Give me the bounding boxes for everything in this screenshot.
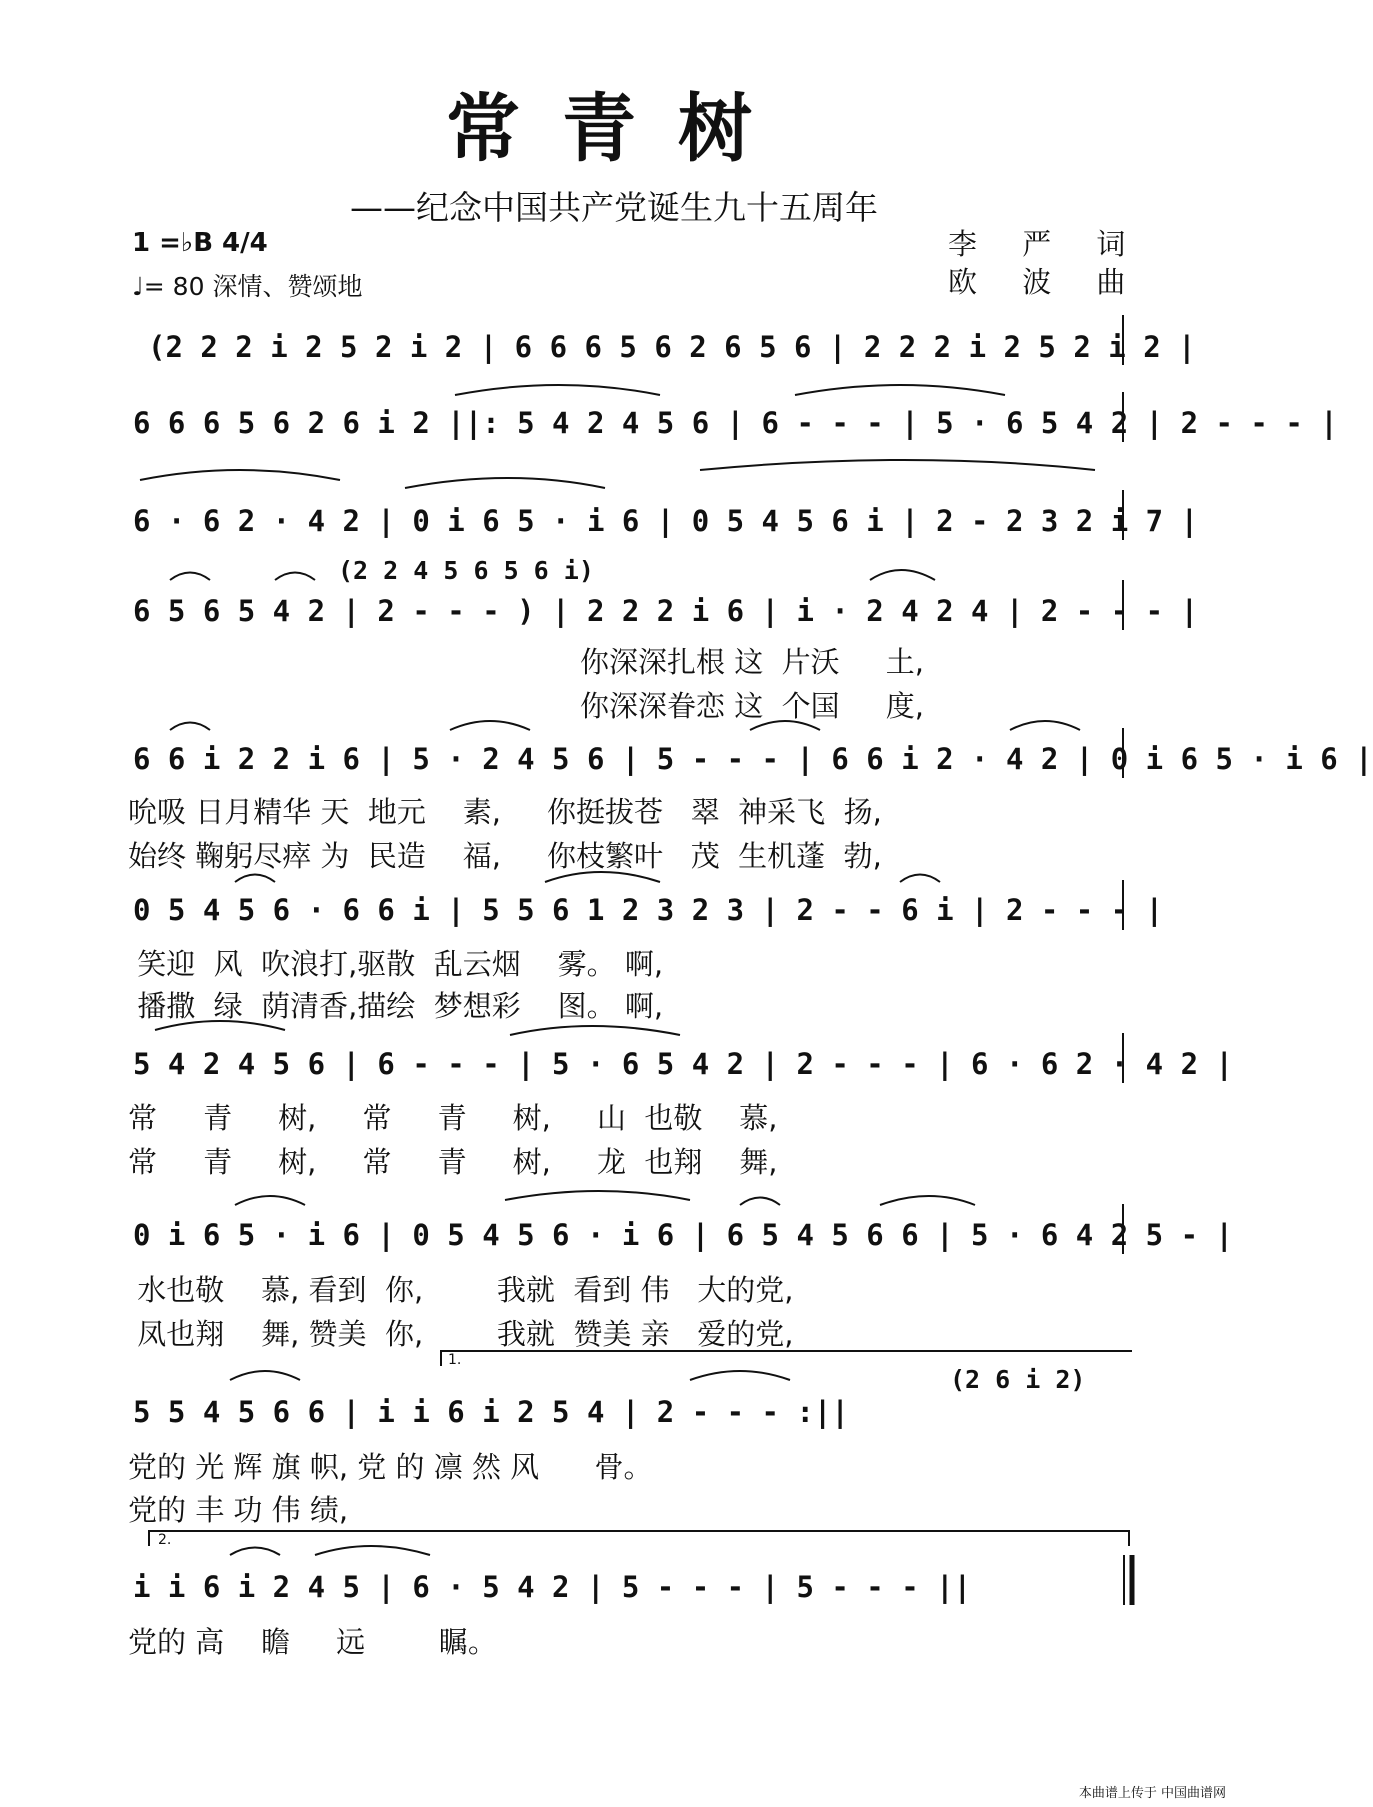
notation-line: 5 4 2 4 5 6 | 6 - - - | 5 · 6 5 4 2 | 2 - - - | 6 · 6 2 · 4 2 |	[133, 1047, 1233, 1081]
lyric-line-verse1: 党的 光 辉 旗 帜, 党 的 凛 然 风 骨。	[128, 1450, 653, 1484]
lyric-line-verse2: 你深深眷恋 这 个国 度,	[580, 689, 924, 723]
lyric-line-verse1: 你深深扎根 这 片沃 土,	[580, 645, 924, 679]
notation-line: 6 6 6 5 6 2 6 i 2 ||: 5 4 2 4 5 6 | 6 - - - | 5 · 6 5 4 2 | 2 - - - |	[133, 406, 1338, 440]
composer-credit: 欧 波 曲	[948, 265, 1144, 299]
song-title: 常青树	[446, 86, 794, 172]
volta-label-2: 2.	[158, 1532, 172, 1548]
volta-label-1: 1.	[448, 1352, 462, 1368]
lyric-line-verse2: 始终 鞠躬尽瘁 为 民造 福, 你枝繁叶 茂 生机蓬 勃,	[128, 839, 882, 873]
lyric-line-verse1: 吮吸 日月精华 天 地元 素, 你挺拔苍 翠 神采飞 扬,	[128, 795, 882, 829]
lyric-line-verse2: 党的 丰 功 伟 绩,	[128, 1493, 349, 1527]
notation-line: 0 5 4 5 6 · 6 6 i | 5 5 6 1 2 3 2 3 | 2 - - 6 i | 2 - - - |	[133, 893, 1164, 927]
notation-line: (2 2 2 i 2 5 2 i 2 | 6 6 6 5 6 2 6 5 6 | 2 2 2 i 2 5 2 i 2 |	[148, 330, 1196, 364]
lyric-line-verse1: 常 青 树, 常 青 树, 山 也敬 慕,	[128, 1101, 778, 1135]
lyricist-credit: 李 严 词	[948, 227, 1144, 261]
lyric-line-verse1: 水也敬 慕, 看到 你, 我就 看到 伟 大的党,	[128, 1273, 794, 1307]
footer-credit: 本曲谱上传于 中国曲谱网	[1078, 1786, 1226, 1801]
lyric-line-verse2: 播撒 绿 荫清香,描绘 梦想彩 图。 啊,	[128, 989, 664, 1023]
key-signature: 1 =♭B 4/4	[132, 228, 268, 258]
notation-line: 6 · 6 2 · 4 2 | 0 i 6 5 · i 6 | 0 5 4 5 6 i | 2 - 2 3 2 i 7 |	[133, 504, 1199, 538]
lyric-line-verse2: 凤也翔 舞, 赞美 你, 我就 赞美 亲 爱的党,	[128, 1317, 794, 1351]
lyric-line-verse1: 笑迎 风 吹浪打,驱散 乱云烟 雾。 啊,	[128, 947, 664, 981]
notation-line: 0 i 6 5 · i 6 | 0 5 4 5 6 · i 6 | 6 5 4 5 6 6 | 5 · 6 4 2 5 - |	[133, 1218, 1233, 1252]
notation-line: 6 5 6 5 4 2 | 2 - - - ) | 2 2 2 i 6 | i · 2 4 2 4 | 2 - - - |	[133, 594, 1199, 628]
notation-line: 6 6 i 2 2 i 6 | 5 · 2 4 5 6 | 5 - - - | 6 6 i 2 · 4 2 | 0 i 6 5 · i 6 |	[133, 742, 1373, 776]
lyric-line-verse1: 党的 高 瞻 远 瞩。	[128, 1625, 497, 1659]
lyric-line-verse2: 常 青 树, 常 青 树, 龙 也翔 舞,	[128, 1145, 778, 1179]
instrumental-annotation: (2 2 4 5 6 5 6 i)	[338, 556, 594, 585]
notation-line: i i 6 i 2 4 5 | 6 · 5 4 2 | 5 - - - | 5 - - - ||	[133, 1570, 972, 1604]
tempo-marking: ♩= 80 深情、赞颂地	[132, 272, 363, 301]
song-subtitle: ——纪念中国共产党诞生九十五周年	[350, 188, 878, 227]
notation-line: 5 5 4 5 6 6 | i i 6 i 2 5 4 | 2 - - - :||	[133, 1395, 849, 1429]
instrumental-annotation: (2 6 i 2)	[950, 1365, 1086, 1394]
